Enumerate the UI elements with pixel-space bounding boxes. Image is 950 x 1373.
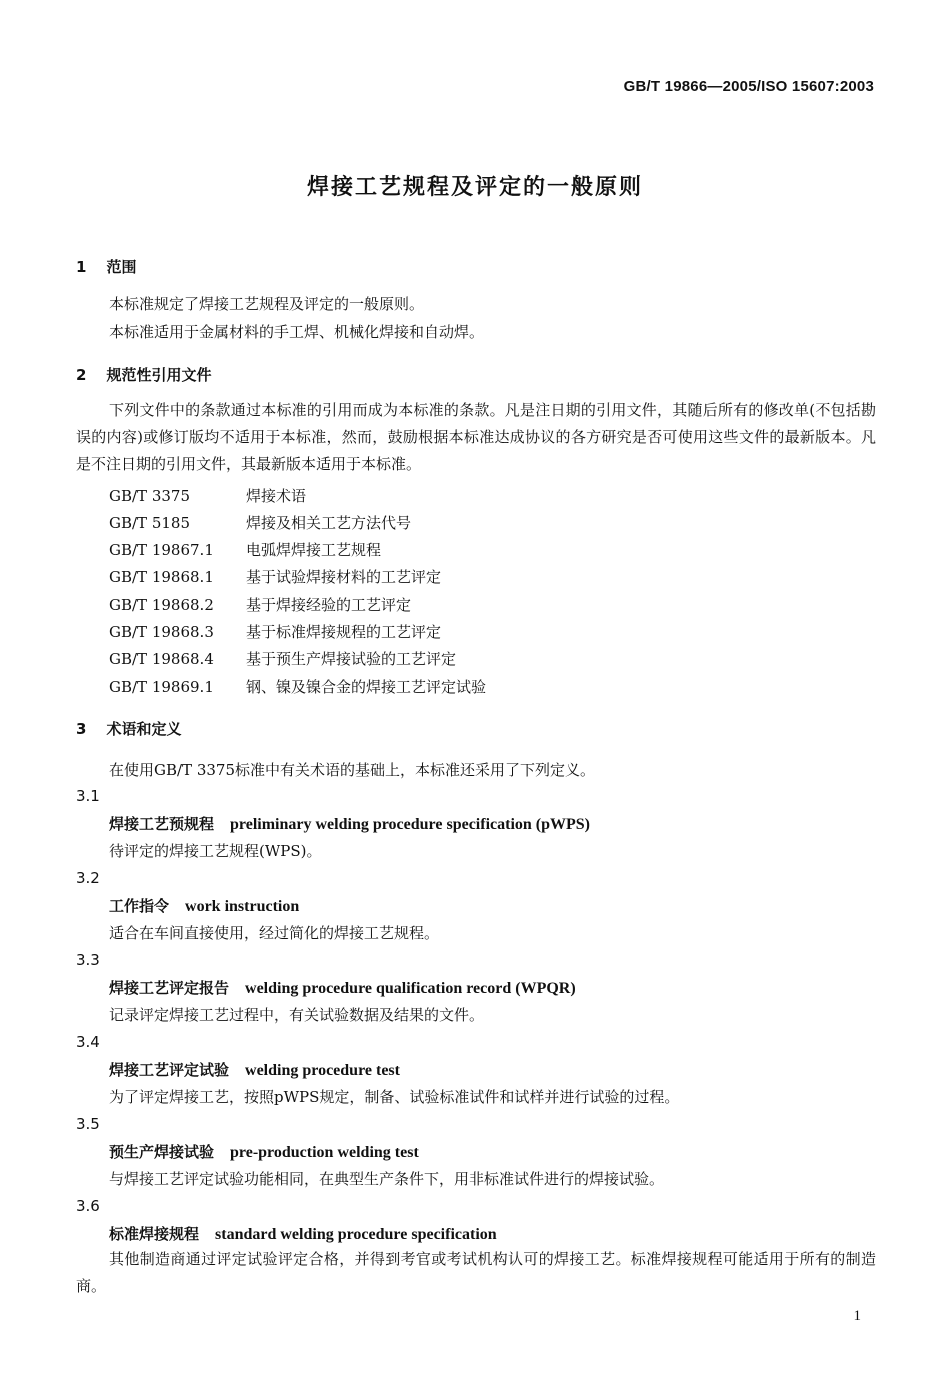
reference-item [109,594,411,615]
section-title: 术语和定义 [106,720,182,738]
page-title: 焊接工艺规程及评定的一般原则 [306,175,643,200]
reference-title: 基于焊接经验的工艺评定 [246,596,412,614]
term-number: 3.3 [76,951,100,969]
reference-title: 基于试验焊接材料的工艺评定 [246,568,442,586]
reference-item [109,539,381,560]
reference-item [109,566,441,587]
term-zh: 工作指令 [109,897,170,915]
term-zh: 标准焊接规程 [109,1225,200,1243]
reference-item [109,621,441,642]
reference-code: GB/T 19868.2 [109,596,214,614]
reference-item [109,485,306,506]
section-3-heading [76,718,181,739]
section-number: 3 [76,720,87,738]
term-heading [109,1059,400,1080]
term-definition: 待评定的焊接工艺规程(WPS)。 [109,842,322,860]
term-number: 3.2 [76,869,100,887]
paragraph: 本标准规定了焊接工艺规程及评定的一般原则。 [109,295,425,313]
term-definition: 适合在车间直接使用，经过简化的焊接工艺规程。 [109,924,440,942]
reference-title: 电弧焊焊接工艺规程 [246,541,382,559]
term-number: 3.5 [76,1115,100,1133]
section-title: 规范性引用文件 [106,366,212,384]
reference-title: 焊接及相关工艺方法代号 [246,514,412,532]
reference-code: GB/T 19867.1 [109,541,214,559]
term-zh: 预生产焊接试验 [109,1143,215,1161]
reference-code: GB/T 5185 [109,514,191,532]
section-1-heading [76,256,136,277]
paragraph: 本标准适用于金属材料的手工焊、机械化焊接和自动焊。 [109,323,485,341]
term-number: 3.6 [76,1197,100,1215]
term-definition: 为了评定焊接工艺，按照pWPS规定，制备、试验标准试件和试样并进行试验的过程。 [109,1088,680,1106]
term-zh: 焊接工艺评定试验 [109,1061,230,1079]
reference-item [109,648,456,669]
term-en: work instruction [185,898,300,915]
terms-intro: 在使用GB/T 3375标准中有关术语的基础上，本标准还采用了下列定义。 [109,761,596,779]
reference-code: GB/T 19869.1 [109,678,214,696]
document-number: GB/T 19866—2005/ISO 15607:2003 [623,78,874,95]
term-en: standard welding procedure specification [215,1226,497,1243]
term-en: welding procedure qualification record (WPQR) [245,980,576,997]
reference-code: GB/T 19868.3 [109,623,214,641]
term-definition: 与焊接工艺评定试验功能相同，在典型生产条件下，用非标准试件进行的焊接试验。 [109,1170,665,1188]
page-number: 1 [853,1308,861,1324]
reference-title: 基于预生产焊接试验的工艺评定 [246,650,457,668]
reference-code: GB/T 19868.1 [109,568,214,586]
term-zh: 焊接工艺评定报告 [109,979,230,997]
reference-item [109,512,411,533]
term-number: 3.1 [76,787,100,805]
term-definition: 其他制造商通过评定试验评定合格，并得到考官或考试机构认可的焊接工艺。标准焊接规程可能适用于所有的制造商。 [76,1250,876,1295]
term-definition: 记录评定焊接工艺过程中，有关试验数据及结果的文件。 [109,1006,485,1024]
section-number: 1 [76,258,87,276]
term-zh: 焊接工艺预规程 [109,815,215,833]
term-en: welding procedure test [245,1062,400,1079]
reference-code: GB/T 3375 [109,487,191,505]
term-number: 3.4 [76,1033,100,1051]
term-heading [109,895,299,916]
term-heading [109,1141,419,1162]
section-title: 范围 [106,258,137,276]
reference-title: 基于标准焊接规程的工艺评定 [246,623,442,641]
reference-code: GB/T 19868.4 [109,650,214,668]
reference-title: 钢、镍及镍合金的焊接工艺评定试验 [246,678,487,696]
section-number: 2 [76,366,87,384]
term-heading [109,813,590,834]
term-en: pre-production welding test [230,1144,419,1161]
term-heading [109,1223,497,1244]
reference-item [109,676,486,697]
term-en: preliminary welding procedure specification (pWPS) [230,816,591,833]
term-heading [109,977,576,998]
normative-references-paragraph: 下列文件中的条款通过本标准的引用而成为本标准的条款。凡是注日期的引用文件，其随后所有的修改单(不包括勘误的内容)或修订版均不适用于本标准，然而，鼓励根据本标准达成协议的各方研究是否可使用这些文件的最新版本。凡是不注日期的引用文件，其最新版本适用于本标准。 [76,401,876,473]
reference-title: 焊接术语 [246,487,307,505]
section-2-heading [76,364,211,385]
